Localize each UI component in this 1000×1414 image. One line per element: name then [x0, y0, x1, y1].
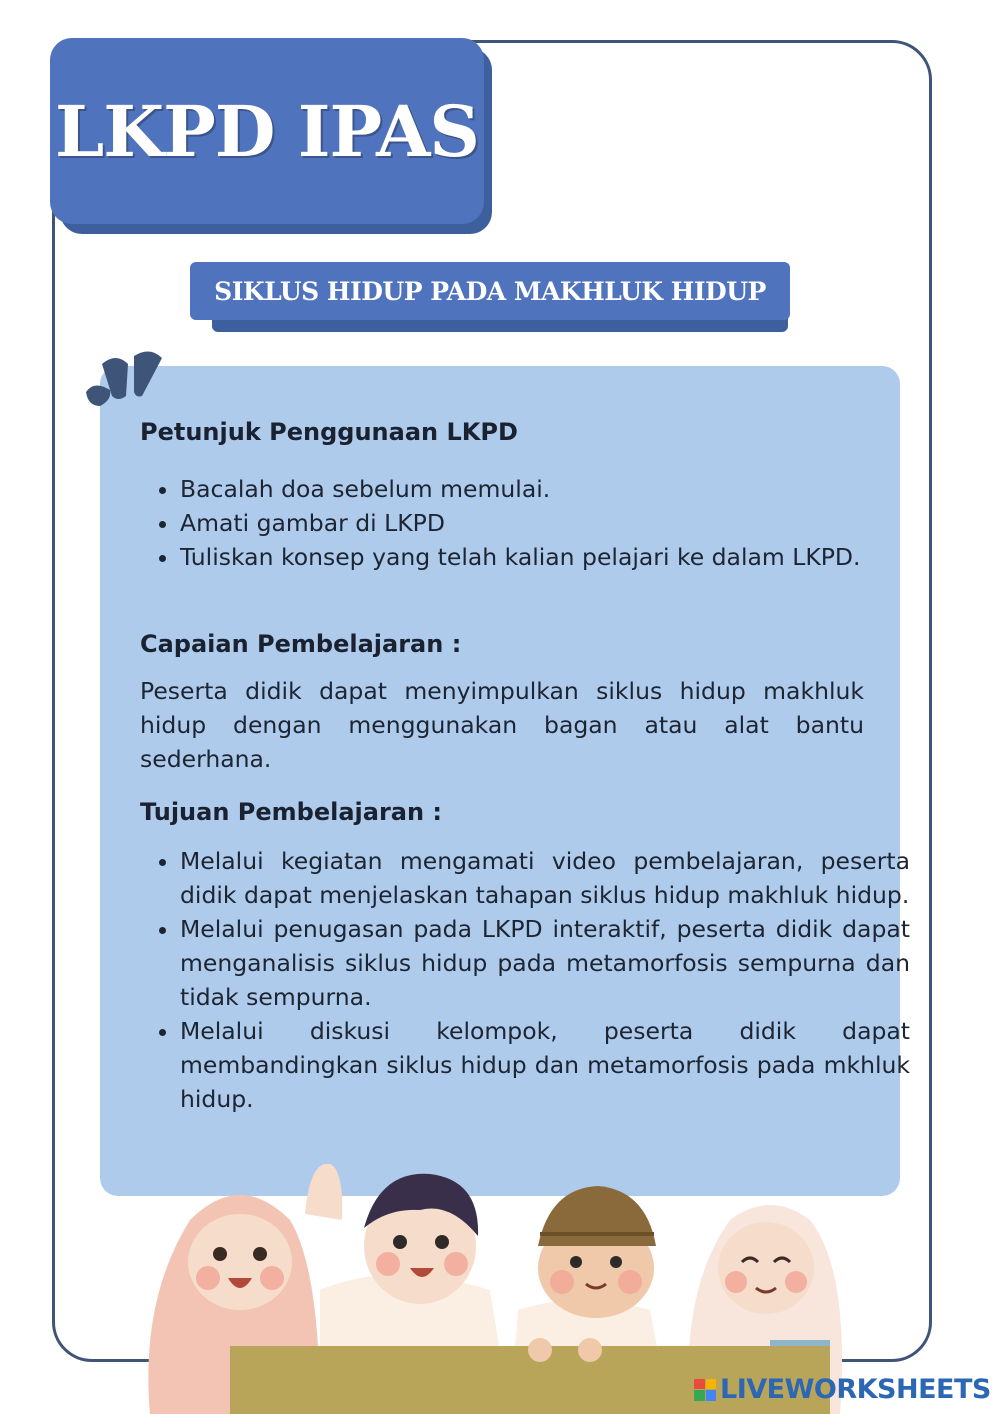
list-item: • Amati gambar di LKPD	[180, 506, 910, 540]
capaian-heading: Capaian Pembelajaran :	[140, 630, 462, 658]
tujuan-list	[140, 844, 910, 1116]
list-item: • Melalui penugasan pada LKPD interaktif, peserta didik dapat menganalisis siklus hidup pada metamorfosis sempurna dan tidak sempurna.	[180, 912, 910, 1014]
list-item: • Bacalah doa sebelum memulai.	[180, 472, 910, 506]
list-item: • Melalui kegiatan mengamati video pembelajaran, peserta didik dapat menjelaskan tahapan siklus hidup makhluk hidup.	[180, 844, 910, 912]
list-item: • Tuliskan konsep yang telah kalian pelajari ke dalam LKPD.	[180, 540, 910, 574]
capaian-text: Peserta didik dapat menyimpulkan siklus hidup makhluk hidup dengan menggunakan bagan atau alat bantu sederhana.	[140, 677, 864, 773]
subtitle-banner	[190, 262, 790, 320]
petunjuk-list	[140, 472, 910, 574]
watermark-text: LIVEWORKSHEETS	[720, 1374, 991, 1405]
liveworksheets-logo-icon	[694, 1379, 716, 1401]
page-title: LKPD IPAS	[55, 89, 479, 173]
liveworksheets-watermark	[694, 1374, 991, 1405]
page-subtitle: SIKLUS HIDUP PADA MAKHLUK HIDUP	[214, 276, 766, 306]
list-item: • Melalui diskusi kelompok, peserta didik dapat membandingkan siklus hidup dan metamorfosis pada mkhluk hidup.	[180, 1014, 910, 1116]
splash-decoration-icon	[82, 344, 172, 424]
tujuan-heading: Tujuan Pembelajaran :	[140, 798, 443, 826]
petunjuk-heading: Petunjuk Penggunaan LKPD	[140, 418, 518, 446]
title-banner	[50, 38, 484, 224]
